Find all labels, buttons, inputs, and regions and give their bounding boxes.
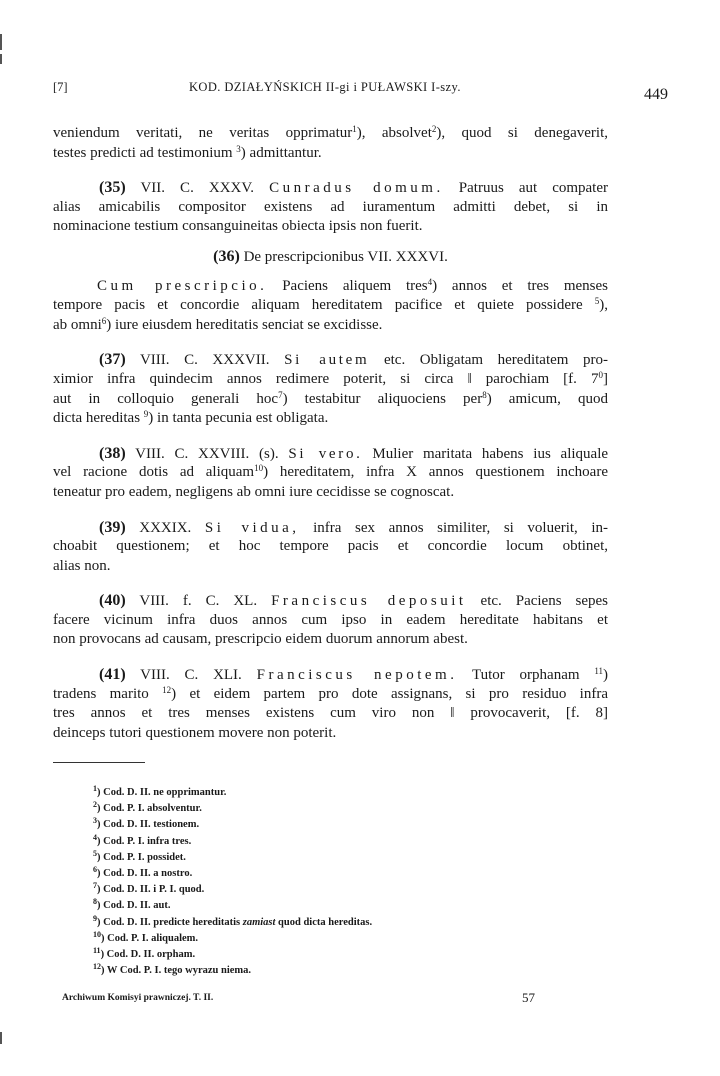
- text-line: (35) VII. C. XXXV. Cunradus domum. Patruus aut compater: [99, 179, 608, 197]
- header-title: KOD. DZIAŁYŃSKICH II-gi i PUŁAWSKI I-szy.: [189, 80, 461, 94]
- text-line: dicta hereditas $^9$) in tanta pecunia est obligata.: [53, 409, 329, 427]
- text-line: nominacione testium consanguineitas obiecta ipsis non fuerit.: [53, 218, 423, 235]
- page-number: 449: [644, 86, 668, 103]
- main-text: [53, 124, 608, 743]
- footnote: $^8$) Cod. D. II. aut.: [93, 897, 171, 912]
- text-line: choabit questionem; et hoc tempore pacis et concordie locum obtinet,: [53, 538, 608, 555]
- footnote: $^9$) Cod. D. II. predicte hereditatis zamiast quod dicta hereditas.: [93, 913, 373, 928]
- text-line: (37) VIII. C. XXXVII. Si autem etc. Obligatam hereditatem pro-: [99, 351, 608, 369]
- header-left: [7]: [53, 80, 68, 94]
- footnotes: [93, 785, 372, 979]
- footnote: $^6$) Cod. D. II. a nostro.: [93, 865, 193, 880]
- text-line: ab omni$^6$) iure eiusdem hereditatis senciat se excidisse.: [53, 315, 383, 333]
- footnote: $^2$) Cod. P. I. absolventur.: [93, 800, 202, 815]
- paragraph-39: [53, 518, 608, 577]
- footnote: $^3$) Cod. D. II. testionem.: [93, 816, 200, 831]
- text-line: veniendum veritati, ne veritas opprimatur$^1$), absolvet$^2$), quod si denegaverit,: [53, 124, 608, 141]
- footnote: $^{12}$) W Cod. P. I. tego wyrazu niema.: [93, 962, 252, 977]
- text-line: facere vicinum infra duos annos cum ipso in eadem hereditate habitans et: [53, 611, 608, 628]
- text-line: teneatur pro eadem, negligens ab omni iure cecidisse se cognoscat.: [53, 483, 455, 500]
- footnote-divider: [53, 762, 145, 763]
- scan-edge-mark: [0, 1032, 2, 1044]
- paragraph-37: [53, 350, 608, 428]
- footnote: $^{10}$) Cod. P. I. aliqualem.: [93, 929, 199, 944]
- paragraph-41: [53, 665, 608, 743]
- text-line: non provocans ad causam, prescripcio eidem duorum annorum abest.: [53, 631, 468, 648]
- scan-edge-mark: [0, 34, 2, 50]
- text-line: aut in colloquio generali hoc$^7$) testabitur aliquociens per$^8$) amicum, quod: [53, 389, 608, 407]
- paragraph-35: [53, 178, 608, 237]
- text-line: tempore pacis et concordie aliquam hereditatem pacifice et quiete possidere $^5$),: [53, 296, 608, 314]
- text-line: (39) XXXIX. Si vidua, infra sex annos similiter, si voluerit, in-: [99, 518, 608, 536]
- footnote: $^{11}$) Cod. D. II. orpham.: [93, 946, 196, 961]
- paragraph-38: [53, 444, 608, 503]
- text-line: testes predicti ad testimonium $^3$) admittantur.: [53, 143, 322, 161]
- text-line: tradens marito $^{12}$) et eidem partem pro dote assignans, si pro residuo infra: [53, 684, 608, 702]
- footnote: $^7$) Cod. D. II. i P. I. quod.: [93, 881, 205, 896]
- footnote: $^4$) Cod. P. I. infra tres.: [93, 832, 192, 847]
- section-heading-36: (36) De prescripcionibus VII. XXXVI.: [213, 247, 448, 265]
- text-line: deinceps tutori questionem movere non poterit.: [53, 724, 337, 741]
- footnote: $^1$) Cod. D. II. ne opprimantur.: [93, 784, 227, 798]
- text-line: (38) VIII. C. XXVIII. (s). Si vero. Mulier maritata habens ius aliquale: [99, 444, 608, 462]
- text-line: tres annos et tres menses existens cum viro non ‖ provocaverit, [f. 8]: [53, 705, 608, 722]
- text-line: (40) VIII. f. C. XL. Franciscus deposuit etc. Paciens sepes: [99, 592, 608, 610]
- text-line: Cum prescripcio. Paciens aliquem tres$^4$) annos et tres menses: [97, 276, 608, 294]
- sheet-number: 57: [522, 990, 535, 1005]
- text-line: alias amicabilis compositor existens ad iuramentum admitti debet, si in: [53, 198, 608, 215]
- paragraph-40: [53, 591, 608, 650]
- footnote: $^5$) Cod. P. I. possidet.: [93, 848, 186, 863]
- text-line: alias non.: [53, 557, 111, 574]
- text-line: (41) VIII. C. XLI. Franciscus nepotem. Tutor orphanam $^{11}$): [99, 666, 608, 684]
- text-line: vel racione dotis ad aliquam$^{10}$) hereditatem, infra X annos questionem inchoare: [53, 463, 608, 481]
- footer-signature: Archiwum Komisyi prawniczej. T. II.: [62, 993, 214, 1003]
- running-header: [53, 80, 668, 104]
- paragraph-36: [53, 277, 608, 336]
- scan-edge-mark: [0, 54, 2, 64]
- text-line: ximior infra quindecim annos redimere poterit, si circa ‖ parochiam [f. $7^0$]: [53, 369, 608, 387]
